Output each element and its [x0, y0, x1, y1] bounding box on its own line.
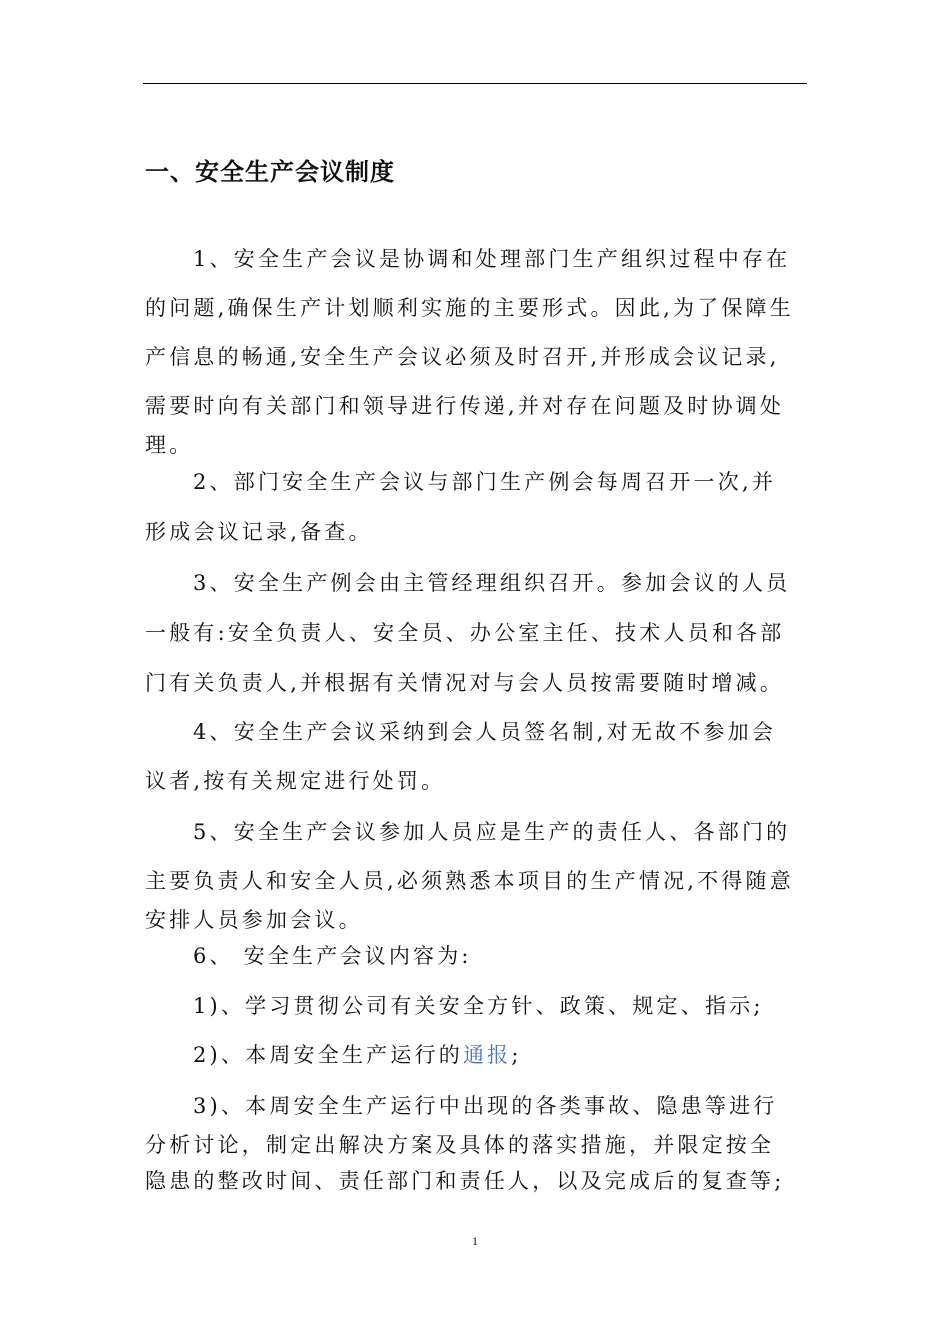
body-line: 产信息的畅通,安全生产会议必须及时召开,并形成会议记录, — [145, 345, 780, 369]
body-line: 理。 — [145, 433, 194, 457]
body-line: 6、 安全生产会议内容为: — [193, 944, 472, 968]
body-line: 分析讨论，制定出解决方案及具体的落实措施，并限定按全 — [145, 1133, 775, 1157]
body-line: 隐患的整改时间、责任部门和责任人，以及完成后的复查等; — [145, 1169, 785, 1193]
body-line: 需要时向有关部门和领导进行传递,并对存在问题及时协调处 — [145, 394, 785, 418]
body-line: 的问题,确保生产计划顺利实施的主要形式。因此,为了保障生 — [145, 296, 794, 320]
body-line-with-link — [193, 1041, 522, 1069]
body-line: 形成会议记录,备查。 — [145, 520, 373, 544]
body-line: 3、安全生产例会由主管经理组织召开。参加会议的人员 — [193, 571, 791, 595]
item2-suffix: ; — [511, 1043, 522, 1067]
page-number: 1 — [472, 1234, 478, 1248]
body-line: 4、安全生产会议采纳到会人员签名制,对无故不参加会 — [193, 720, 777, 744]
body-line: 安排人员参加会议。 — [145, 908, 363, 932]
body-line: 议者,按有关规定进行处罚。 — [145, 769, 446, 793]
body-line: 主要负责人和安全人员,必须熟悉本项目的生产情况,不得随意 — [145, 869, 794, 893]
body-line: 2、部门安全生产会议与部门生产例会每周召开一次,并 — [193, 470, 777, 494]
notice-link[interactable]: 通报 — [462, 1043, 512, 1067]
body-line: 5、安全生产会议参加人员应是生产的责任人、各部门的 — [193, 820, 791, 844]
body-line: 1、安全生产会议是协调和处理部门生产组织过程中存在 — [193, 247, 791, 271]
body-line: 1)、学习贯彻公司有关安全方针、政策、规定、指示; — [193, 994, 764, 1018]
section-heading: 一、安全生产会议制度 — [145, 158, 395, 186]
body-line: 门有关负责人,并根据有关情况对与会人员按需要随时增减。 — [145, 671, 785, 695]
item2-prefix: 2)、本周安全生产运行的 — [193, 1043, 463, 1067]
header-rule — [143, 83, 807, 84]
body-line: 3)、本周安全生产运行中出现的各类事故、隐患等进行 — [193, 1094, 778, 1118]
body-line: 一般有:安全负责人、安全员、办公室主任、技术人员和各部 — [145, 621, 785, 645]
